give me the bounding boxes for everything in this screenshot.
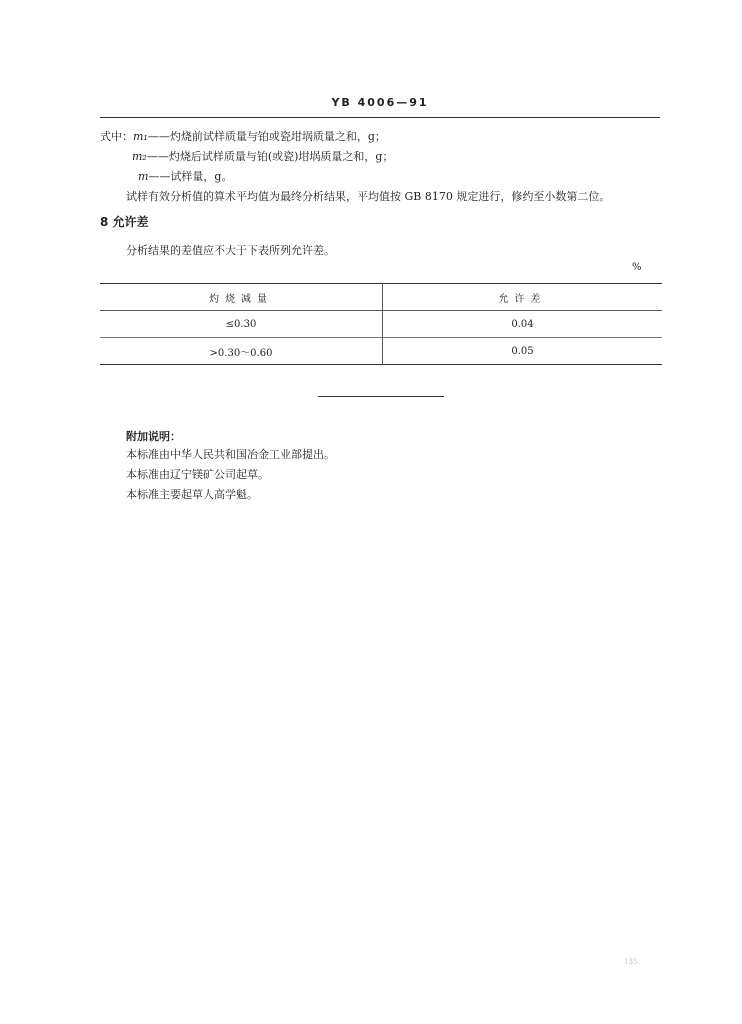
table-cell-tolerance: 0.04 bbox=[511, 318, 534, 330]
formula-line-m1 bbox=[100, 130, 386, 143]
m-definition: ——试样量，g。 bbox=[148, 170, 233, 183]
note-line: 本标准主要起草人高学魁。 bbox=[126, 488, 258, 501]
m2-definition: ——灼烧后试样质量与铂(或瓷)坩埚质量之和，g； bbox=[146, 150, 394, 163]
page-number: 135 bbox=[624, 958, 638, 966]
formula-line-m bbox=[138, 170, 232, 183]
column-header-loss-on-ignition: 灼烧减量 bbox=[100, 284, 383, 311]
table-unit: % bbox=[632, 262, 642, 273]
note-line: 本标准由中华人民共和国冶金工业部提出。 bbox=[126, 448, 335, 461]
table-row bbox=[100, 338, 662, 365]
result-paragraph: 试样有效分析值的算术平均值为最终分析结果，平均值按 GB 8170 规定进行，修约至小数第二位。 bbox=[126, 190, 611, 203]
m1-symbol: m₁ bbox=[133, 130, 148, 143]
additional-notes-title: 附加说明： bbox=[126, 430, 181, 443]
m-symbol: m bbox=[138, 170, 149, 183]
formula-line-m2 bbox=[132, 150, 393, 163]
m2-symbol: m₂ bbox=[132, 150, 147, 163]
section-8-intro: 分析结果的差值应不大于下表所列允许差。 bbox=[126, 244, 335, 257]
column-header-tolerance: 允许差 bbox=[498, 293, 547, 305]
tolerance-table bbox=[100, 283, 662, 365]
table-cell-range: ≤0.30 bbox=[100, 311, 383, 338]
where-label: 式中： bbox=[100, 130, 133, 143]
table-cell-range: >0.30～0.60 bbox=[100, 338, 383, 365]
note-line: 本标准由辽宁镁矿公司起草。 bbox=[126, 468, 269, 481]
standard-code-header: YB 4006—91 bbox=[331, 96, 429, 109]
header-rule bbox=[100, 117, 660, 118]
end-of-standard-rule bbox=[318, 396, 444, 397]
table-cell-tolerance: 0.05 bbox=[511, 345, 534, 357]
table-row bbox=[100, 311, 662, 338]
table-header-row bbox=[100, 284, 662, 311]
m1-definition: ——灼烧前试样质量与铂或瓷坩埚质量之和，g； bbox=[147, 130, 386, 143]
section-8-title: 8 允许差 bbox=[100, 215, 149, 229]
